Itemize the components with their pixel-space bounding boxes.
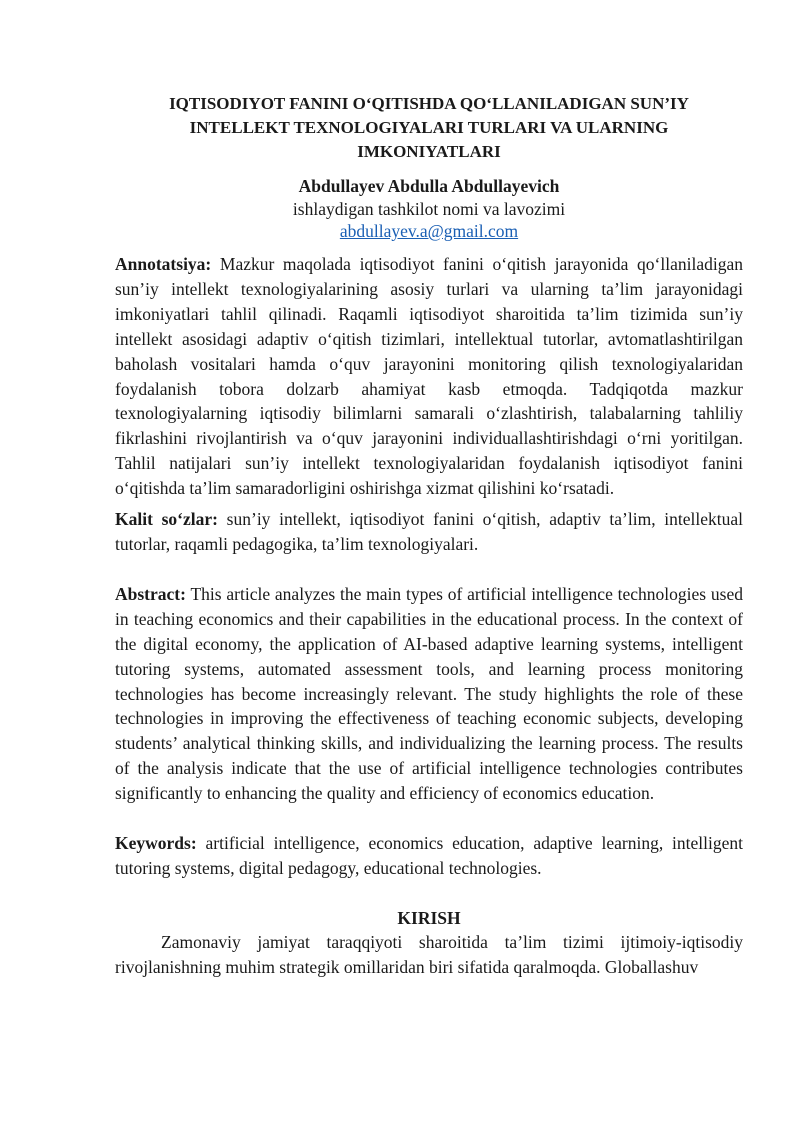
annotation-label: Annotatsiya: <box>115 254 212 274</box>
kalit-sozlar-label: Kalit so‘zlar: <box>115 509 218 530</box>
keywords-text: artificial intelligence, economics education, adaptive learning, intelligent tutoring systems, digital pedagogy, educational technologies. <box>115 833 743 878</box>
author-affiliation: ishlaydigan tashkilot nomi va lavozimi <box>292 199 566 219</box>
article-body <box>115 92 743 980</box>
abstract-paragraph <box>115 582 743 806</box>
annotation-paragraph <box>115 252 743 501</box>
keywords-label: Keywords: <box>115 833 197 854</box>
kalit-sozlar-text: sun’iy intellekt, iqtisodiyot fanini o‘qitish, adaptiv ta’lim, intellektual tutorlar, raqamli pedagogika, ta’lim texnologiyalari. <box>115 509 743 554</box>
author-block <box>115 174 743 242</box>
abstract-label: Abstract: <box>115 583 186 604</box>
abstract-text: This article analyzes the main types of artificial intelligence technologies used in teaching economics and their capabilities in the educational process. In the context of the digital economy, the application of AI-based adaptive learning systems, intelligent tutoring systems, automated assessment tools, and learning process monitoring technologies has become increasingly relevant. The study highlights the role of these technologies in improving the effectiveness of teaching economic subjects, developing students’ analytical thinking skills, and individualizing the learning process. The results of the analysis indicate that the use of artificial intelligence technologies contributes significantly to enhancing the quality and efficiency of economics education. <box>115 583 743 804</box>
annotation-text: Mazkur maqolada iqtisodiyot fanini o‘qitish jarayonida qo‘llaniladigan sun’iy intellekt texnologiyalarining asosiy turlari va ularning ta’lim jarayonidagi imkoniyatlari tahlil qilinadi. Raqamli iqtisodiyot sharoitida ta’lim tizimida sun’iy intellekt asosidagi adaptiv o‘qitish tizimlari, intellektual tutorlar, avtomatlashtirilgan baholash vositalari hamda o‘quv jarayonini monitoring qilish texnologiyalaridan foydalanish tobora dolzarb ahamiyat kasb etmoqda. Tadqiqotda mazkur texnologiyalarning iqtisodiy bilimlarni samarali o‘zlashtirish, talabalarning tahliliy fikrlashini rivojlantirish va o‘quv jarayonini individuallashtirishdagi o‘rni yoritilgan. Tahlil natijalari sun’iy intellekt texnologiyalaridan foydalanish iqtisodiyot fanini o‘qitishda ta’lim samaradorligini oshirishga xizmat qilishini ko‘rsatadi. <box>115 254 743 499</box>
author-name: Abdullayev Abdulla Abdullayevich <box>298 176 560 196</box>
author-email-link[interactable]: abdullayev.a@gmail.com <box>339 221 519 241</box>
intro-paragraph: Zamonaviy jamiyat taraqqiyoti sharoitida ta’lim tizimi ijtimoiy-iqtisodiy rivojlanishning muhim strategik omillaridan biri sifatida qaralmoqda. Globallashuv <box>115 931 743 977</box>
kalit-sozlar-paragraph <box>115 507 743 557</box>
keywords-paragraph <box>115 831 743 881</box>
article-title: IQTISODIYOT FANINI O‘QITISHDA QO‘LLANILADIGAN SUN’IY INTELLEKT TEXNOLOGIYALARI TURLARI VA ULARNING IMKONIYATLARI <box>169 94 689 161</box>
section-heading-kirish: KIRISH <box>397 907 461 928</box>
